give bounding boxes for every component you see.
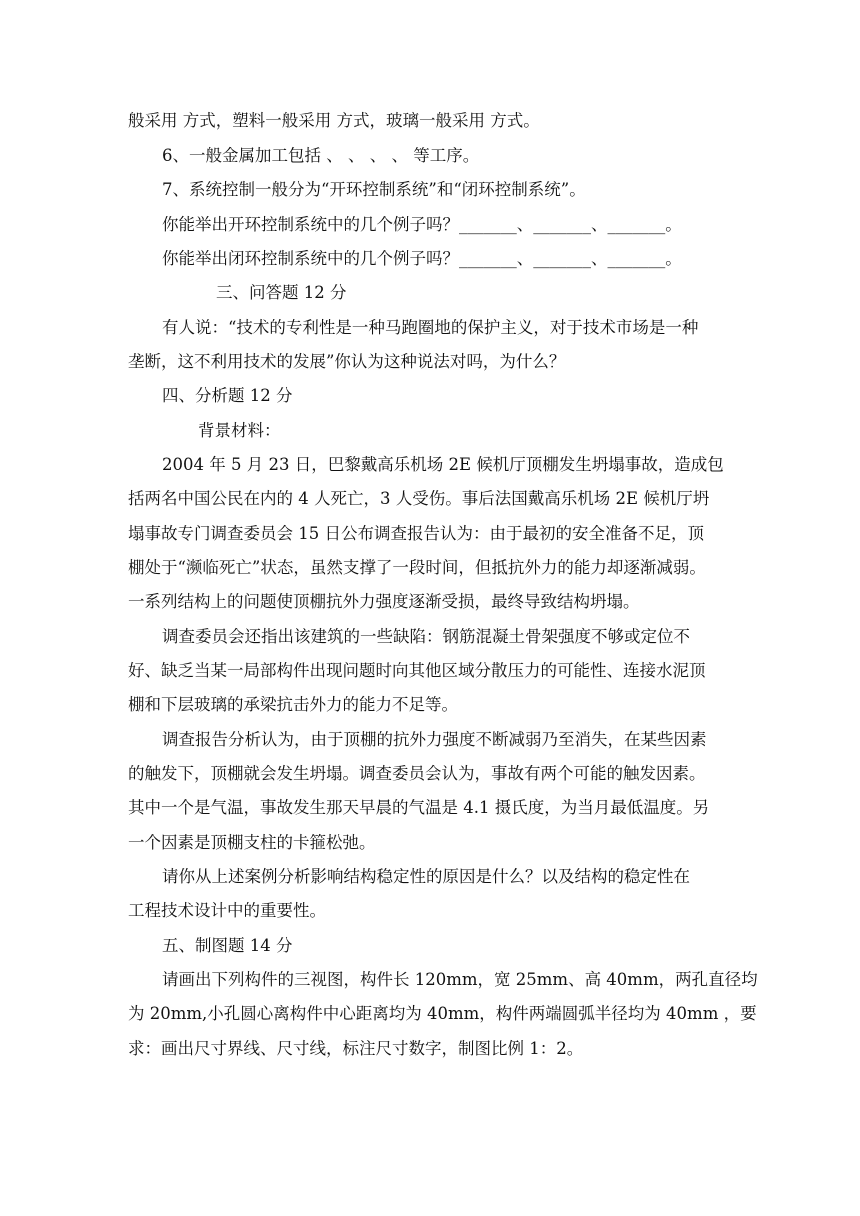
drawing-question-line: 请画出下列构件的三视图，构件长 120mm，宽 25mm、高 40mm，两孔直径均	[162, 970, 758, 989]
analysis-paragraph-line: 的触发下，顶棚就会发生坍塌。调查委员会认为，事故有两个可能的触发因素。	[128, 764, 706, 783]
question-7-closed-loop: 你能举出闭环控制系统中的几个例子吗？_______、_______、_______。	[162, 249, 682, 268]
analysis-paragraph-line: 调查委员会还指出该建筑的一些缺陷：钢筋混凝土骨架强度不够或定位不	[162, 627, 690, 646]
qa-question-line: 垄断，这不利用技术的发展”你认为这种说法对吗，为什么？	[128, 352, 566, 371]
analysis-paragraph-line: 好、缺乏当某一局部构件出现问题时向其他区域分散压力的可能性、连接水泥顶	[128, 661, 706, 680]
drawing-question-line: 为 20mm,小孔圆心离构件中心距离均为 40mm，构件两端圆弧半径均为 40mm ，要	[128, 1004, 757, 1023]
section-heading-analysis: 四、分析题 12 分	[162, 386, 293, 405]
analysis-paragraph-line: 2004 年 5 月 23 日，巴黎戴高乐机场 2E 候机厅顶棚发生坍塌事故，造成包	[162, 455, 724, 474]
section-heading-qa: 三、问答题 12 分	[216, 283, 347, 302]
analysis-paragraph-line: 括两名中国公民在内的 4 人死亡，3 人受伤。事后法国戴高乐机场 2E 候机厅坍	[128, 489, 710, 508]
analysis-paragraph-line: 一个因素是顶棚支柱的卡箍松弛。	[128, 833, 376, 852]
analysis-paragraph-line: 棚处于“濒临死亡”状态，虽然支撑了一段时间，但抵抗外力的能力却逐渐减弱。	[128, 558, 706, 577]
analysis-paragraph-line: 其中一个是气温，事故发生那天早晨的气温是 4.1 摄氏度，为当月最低温度。另	[128, 798, 710, 817]
drawing-question-line: 求：画出尺寸界线、尺寸线，标注尺寸数字，制图比例 1：2。	[128, 1039, 584, 1058]
analysis-paragraph-line: 棚和下层玻璃的承梁抗击外力的能力不足等。	[128, 695, 458, 714]
question-7: 7、系统控制一般分为“开环控制系统”和“闭环控制系统”。	[162, 180, 586, 199]
text-line-materials-processing: 般采用 方式，塑料一般采用 方式，玻璃一般采用 方式。	[128, 111, 540, 130]
question-7-open-loop: 你能举出开环控制系统中的几个例子吗？_______、_______、_______。	[162, 215, 682, 234]
background-material-label: 背景材料：	[198, 421, 281, 440]
section-heading-drawing: 五、制图题 14 分	[162, 936, 293, 955]
analysis-paragraph-line: 调查报告分析认为，由于顶棚的抗外力强度不断减弱乃至消失，在某些因素	[162, 730, 707, 749]
analysis-question-line: 工程技术设计中的重要性。	[128, 901, 326, 920]
question-6: 6、一般金属加工包括 、 、 、 、 等工序。	[162, 146, 480, 165]
qa-question-line: 有人说：“技术的专利性是一种马跑圈地的保护主义，对于技术市场是一种	[162, 318, 699, 337]
analysis-paragraph-line: 一系列结构上的问题使顶棚抗外力强度逐渐受损，最终导致结构坍塌。	[128, 592, 640, 611]
analysis-paragraph-line: 塌事故专门调查委员会 15 日公布调查报告认为：由于最初的安全准备不足，顶	[128, 524, 704, 543]
analysis-question-line: 请你从上述案例分析影响结构稳定性的原因是什么？以及结构的稳定性在	[162, 867, 690, 886]
